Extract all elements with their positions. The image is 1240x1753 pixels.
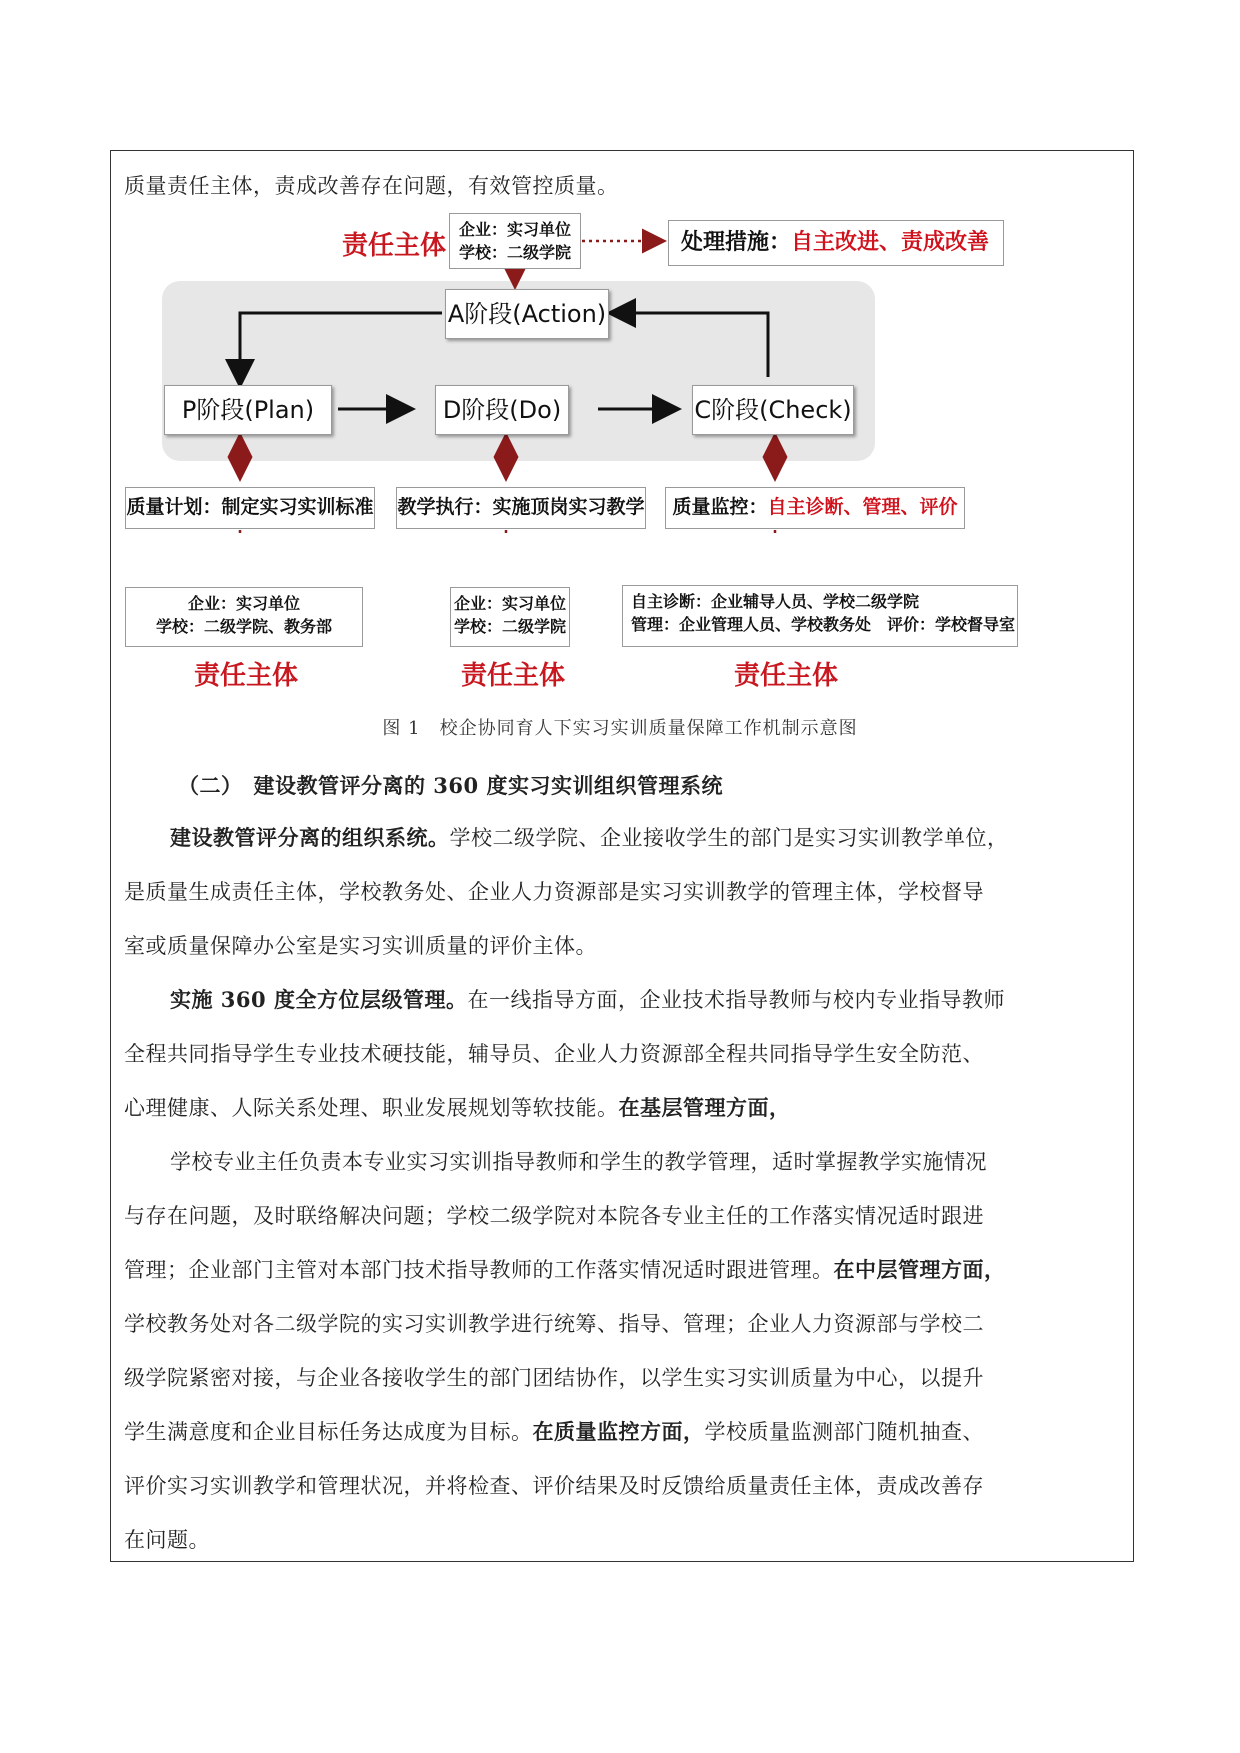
- para3-line2: 与存在问题，及时联络解决问题；学校二级学院对本院各专业主任的工作落实情况适时跟进: [124, 1204, 984, 1228]
- arrow-a-to-p: [240, 313, 442, 383]
- resp-do-line-2: 学校：二级学院: [453, 617, 566, 636]
- resp-check-line-2: 管理：企业管理人员、学校教务处 评价：学校督导室: [631, 615, 1016, 634]
- top-responsibility-box: [449, 213, 581, 269]
- arrow-c-to-a: [612, 313, 768, 377]
- task-check: [665, 487, 965, 529]
- phase-p: P阶段(Plan): [164, 385, 332, 435]
- task-plan: 质量计划：制定实习实训标准: [125, 487, 375, 529]
- resp-label-do: 责任主体: [461, 661, 566, 691]
- para3-l6c: 学校质量监测部门随机抽查、: [704, 1420, 984, 1444]
- para3-line7: 评价实习实训教学和管理状况，并将检查、评价结果及时反馈给质量责任主体，责成改善存: [124, 1474, 984, 1498]
- para2-bold1: 实施 360 度全方位层级管理。: [170, 987, 468, 1012]
- para1-line2: 是质量生成责任主体，学校教务处、企业人力资源部是实习实训教学的管理主体，学校督导: [124, 880, 984, 904]
- resp-box-plan: [125, 587, 363, 647]
- task-do: 教学执行：实施顶岗实习教学: [396, 487, 646, 529]
- para2-line1: [170, 984, 1170, 1014]
- phase-d: D阶段(Do): [435, 385, 569, 435]
- resp-check-line-1: 自主诊断：企业辅导人员、学校二级学院: [631, 592, 920, 611]
- task-check-prefix: 质量监控：: [672, 496, 768, 518]
- task-check-value: 自主诊断、管理、评价: [767, 496, 958, 518]
- para2-l3-bold: 在基层管理方面，: [618, 1095, 791, 1120]
- para1-bold: 建设教管评分离的组织系统。: [170, 825, 450, 850]
- para1-line1: [170, 822, 1170, 852]
- top-line: 质量责任主体，责成改善存在问题，有效管控质量。: [124, 174, 619, 198]
- para3-line1: 学校专业主任负责本专业实习实训指导教师和学生的教学管理，适时掌握教学实施情况: [170, 1150, 987, 1174]
- resp-box-check: [622, 585, 1018, 647]
- para3-l6a: 学生满意度和企业目标任务达成度为目标。: [124, 1420, 533, 1444]
- para3-l3b: 在中层管理方面，: [833, 1257, 1006, 1282]
- resp-plan-line-1: 企业：实习单位: [187, 594, 300, 613]
- para3-line3: [124, 1254, 1124, 1284]
- top-resp-line-2: 学校：二级学院: [458, 243, 571, 262]
- measures-prefix: 处理措施：: [681, 230, 792, 255]
- para2-l3: 心理健康、人际关系处理、职业发展规划等软技能。: [124, 1096, 619, 1120]
- resp-do-line-1: 企业：实习单位: [453, 594, 566, 613]
- phase-a: A阶段(Action): [445, 289, 609, 339]
- para2-l1-tail: 企业技术指导教师与校内专业指导教师: [639, 988, 1005, 1012]
- para1-line3: 室或质量保障办公室是实习实训质量的评价主体。: [124, 934, 597, 958]
- figure-caption: 图 1 校企协同育人下实习实训质量保障工作机制示意图: [382, 718, 858, 739]
- resp-label-check: 责任主体: [734, 661, 839, 691]
- para2-l1-rest: 在一线指导方面，: [467, 988, 640, 1012]
- measures-value: 自主改进、责成改善: [791, 230, 990, 255]
- pdca-diagram: [120, 205, 1120, 715]
- resp-box-do: [450, 587, 570, 647]
- top-resp-line-1: 企业：实习单位: [458, 220, 571, 239]
- section-heading: （二） 建设教管评分离的 360 度实习实训组织管理系统: [178, 773, 723, 798]
- phase-c: C阶段(Check): [692, 385, 854, 435]
- para3-line4: 学校教务处对各二级学院的实习实训教学进行统筹、指导、管理；企业人力资源部与学校二: [124, 1312, 984, 1336]
- para3-line6: [124, 1416, 1124, 1446]
- para1-l1: 学校二级学院、企业接收学生的部门是实习实训教学单位，: [449, 826, 1009, 850]
- measures-box: [668, 220, 1004, 266]
- para3-line5: 级学院紧密对接，与企业各接收学生的部门团结协作，以学生实习实训质量为中心，以提升: [124, 1366, 984, 1390]
- top-responsibility-label: 责任主体: [342, 231, 447, 261]
- resp-plan-line-2: 学校：二级学院、教务部: [155, 617, 332, 636]
- para2-line2: 全程共同指导学生专业技术硬技能，辅导员、企业人力资源部全程共同指导学生安全防范、: [124, 1042, 984, 1066]
- para3-line8: 在问题。: [124, 1528, 210, 1552]
- resp-label-plan: 责任主体: [194, 661, 299, 691]
- para3-l3a: 管理；企业部门主管对本部门技术指导教师的工作落实情况适时跟进管理。: [124, 1258, 834, 1282]
- para2-line3: [124, 1092, 1124, 1122]
- para3-l6b: 在质量监控方面，: [532, 1419, 705, 1444]
